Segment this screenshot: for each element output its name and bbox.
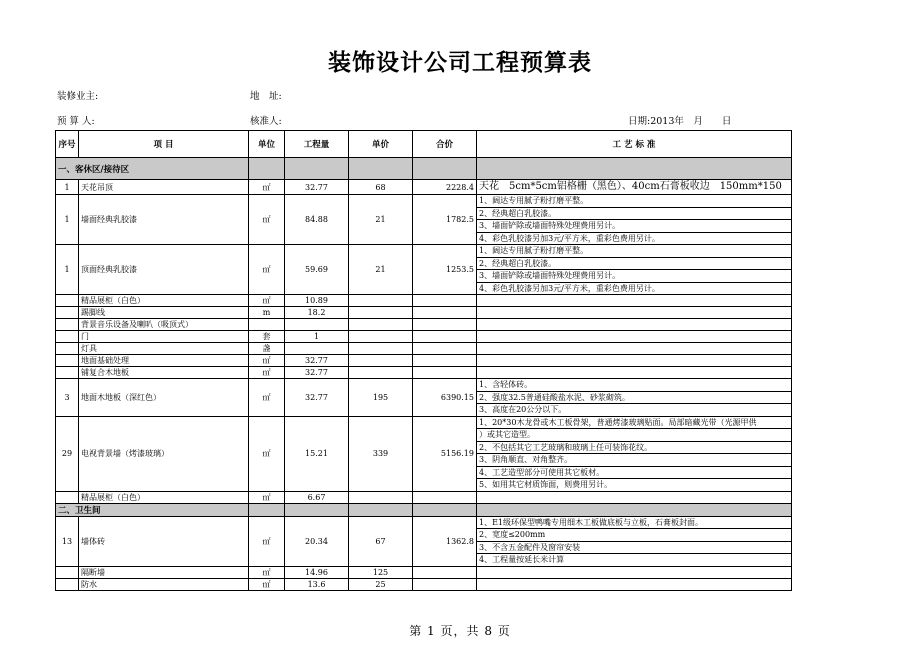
craft-line: 2、经典超白乳胶漆。: [477, 258, 791, 271]
table-row: [56, 355, 792, 367]
row-price: [349, 491, 413, 503]
section-row: [56, 158, 792, 180]
row-craft-standard: [477, 516, 792, 566]
row-item: 电视背景墙（烤漆玻璃）: [79, 416, 249, 491]
row-price: 25: [349, 578, 413, 590]
col-header-item: 项 目: [79, 131, 249, 158]
section-cell: [249, 503, 285, 516]
table-row: [56, 195, 792, 245]
craft-line: 4、彩色乳胶漆另加3元/平方米，重彩色费用另计。: [479, 283, 660, 293]
row-unit: 套: [249, 331, 285, 343]
page-title: 装饰设计公司工程预算表: [328, 50, 592, 76]
row-number: [56, 331, 79, 343]
row-unit: ㎡: [249, 566, 285, 578]
row-price: [349, 343, 413, 355]
craft-line: 2、强度32.5普通硅酸盐水泥、砂浆砌筑。: [477, 392, 791, 405]
section-cell: [285, 158, 349, 180]
craft-line: 天花 5cm*5cm铝格栅（黑色）、40cm石膏板收边 150mm*150: [479, 181, 782, 193]
row-total: 1253.5: [413, 245, 477, 295]
row-qty: 13.6: [285, 578, 349, 590]
row-price: [349, 331, 413, 343]
craft-line: 5、如用其它材质饰面，则费用另计。: [479, 480, 613, 489]
row-unit: ㎡: [249, 516, 285, 566]
col-header-unit: 单位: [249, 131, 285, 158]
craft-line: ）或其它造型。: [477, 429, 791, 442]
col-header-price: 单价: [349, 131, 413, 158]
row-number: [56, 491, 79, 503]
row-total: [413, 355, 477, 367]
craft-line: 1、E1级环保型鸭嘴专用细木工板做底板与立板，石膏板封面。: [477, 517, 791, 530]
row-number: 3: [56, 379, 79, 417]
table-row: [56, 295, 792, 307]
row-unit: ㎡: [249, 355, 285, 367]
row-price: 339: [349, 416, 413, 491]
row-qty: 10.89: [285, 295, 349, 307]
row-craft-standard: [477, 355, 792, 367]
row-qty: 1: [285, 331, 349, 343]
row-item: 防水: [79, 578, 249, 590]
craft-line: 3、高度在20公分以下。: [479, 405, 567, 414]
section-cell: [477, 158, 792, 180]
row-craft-standard: [477, 367, 792, 379]
row-total: [413, 566, 477, 578]
craft-line: 3、不含五金配件及窗帘安装: [477, 542, 791, 555]
row-unit: ㎡: [249, 295, 285, 307]
table-row: [56, 566, 792, 578]
section-cell: [413, 158, 477, 180]
section-cell: [413, 503, 477, 516]
row-total: [413, 331, 477, 343]
row-qty: 32.77: [285, 180, 349, 195]
row-item: 背景音乐设备及喇叭（吸顶式）: [79, 319, 249, 331]
row-price: [349, 295, 413, 307]
row-total: 2228.4: [413, 180, 477, 195]
row-price: [349, 367, 413, 379]
row-item: 踢脚线: [79, 307, 249, 319]
row-item: 顶面经典乳胶漆: [79, 245, 249, 295]
craft-line: 4、工程量按延长米计算: [479, 555, 565, 564]
section-row: [56, 503, 792, 516]
date-label: 日期:2013年 月 日: [628, 116, 732, 127]
section-cell: [349, 503, 413, 516]
craft-line: 2、经典超白乳胶漆。: [477, 208, 791, 221]
row-qty: 18.2: [285, 307, 349, 319]
row-price: [349, 307, 413, 319]
row-item: 地面木地板（深红色）: [79, 379, 249, 417]
table-row: [56, 319, 792, 331]
row-number: [56, 295, 79, 307]
row-item: 墙面经典乳胶漆: [79, 195, 249, 245]
budget-by-label: 预 算 人:: [57, 116, 95, 127]
row-number: 1: [56, 180, 79, 195]
row-total: 6390.15: [413, 379, 477, 417]
row-craft-standard: [477, 295, 792, 307]
row-craft-standard: [477, 566, 792, 578]
row-item: 天花吊顶: [79, 180, 249, 195]
row-unit: ㎡: [249, 195, 285, 245]
col-header-no: 序号: [56, 131, 79, 158]
row-unit: ㎡: [249, 180, 285, 195]
row-unit: m: [249, 307, 285, 319]
row-unit: ㎡: [249, 491, 285, 503]
craft-line: 1、阔达专用腻子粉打磨平整。: [477, 195, 791, 208]
row-craft-standard: [477, 195, 792, 245]
row-number: [56, 367, 79, 379]
row-qty: 32.77: [285, 355, 349, 367]
row-item: 地面基础处理: [79, 355, 249, 367]
table-header-row: [56, 131, 792, 158]
row-qty: 32.77: [285, 367, 349, 379]
budget-table: [55, 130, 792, 591]
row-unit: [249, 319, 285, 331]
row-unit: ㎡: [249, 245, 285, 295]
table-row: [56, 416, 792, 491]
craft-line: 3、阴角顺直、对角整齐。: [477, 454, 791, 467]
row-item: 铺复合木地板: [79, 367, 249, 379]
table-row: [56, 307, 792, 319]
row-number: 1: [56, 245, 79, 295]
row-number: [56, 578, 79, 590]
row-price: [349, 355, 413, 367]
row-total: [413, 367, 477, 379]
row-total: [413, 295, 477, 307]
row-item: 墙体砖: [79, 516, 249, 566]
row-number: [56, 355, 79, 367]
row-craft-standard: [477, 319, 792, 331]
craft-line: 3、墙面铲除或墙面特殊处理费用另计。: [477, 270, 791, 283]
section-cell: [349, 158, 413, 180]
row-price: [349, 319, 413, 331]
row-item: 灯具: [79, 343, 249, 355]
checker-label: 核准人:: [250, 116, 282, 127]
row-unit: ㎡: [249, 379, 285, 417]
craft-line: 4、彩色乳胶漆另加3元/平方米，重彩色费用另计。: [479, 233, 660, 243]
row-number: 29: [56, 416, 79, 491]
table-row: [56, 516, 792, 566]
table-row: [56, 343, 792, 355]
table-row: [56, 245, 792, 295]
row-total: [413, 343, 477, 355]
row-unit: ㎡: [249, 578, 285, 590]
row-craft-standard: [477, 491, 792, 503]
row-craft-standard: [477, 180, 792, 195]
row-total: 1362.8: [413, 516, 477, 566]
row-number: 13: [56, 516, 79, 566]
table-row: [56, 367, 792, 379]
row-qty: 32.77: [285, 379, 349, 417]
row-number: [56, 566, 79, 578]
section-title: 二、卫生间: [56, 503, 249, 516]
row-price: 195: [349, 379, 413, 417]
craft-line: 1、含轻体砖。: [477, 379, 791, 392]
craft-line: 3、墙面铲除或墙面特殊处理费用另计。: [477, 220, 791, 233]
col-header-qty: 工程量: [285, 131, 349, 158]
row-unit: ㎡: [249, 416, 285, 491]
page-footer: 第 1 页，共 8 页: [409, 624, 511, 638]
table-row: [56, 578, 792, 590]
row-total: [413, 307, 477, 319]
row-qty: 59.69: [285, 245, 349, 295]
row-craft-standard: [477, 245, 792, 295]
row-qty: [285, 343, 349, 355]
table-row: [56, 379, 792, 417]
row-total: [413, 319, 477, 331]
section-cell: [249, 158, 285, 180]
col-header-total: 合价: [413, 131, 477, 158]
row-craft-standard: [477, 343, 792, 355]
row-price: 21: [349, 245, 413, 295]
row-qty: 14.96: [285, 566, 349, 578]
table-row: [56, 180, 792, 195]
row-unit: ㎡: [249, 367, 285, 379]
section-cell: [285, 503, 349, 516]
section-cell: [477, 503, 792, 516]
row-item: 门: [79, 331, 249, 343]
row-total: 5156.19: [413, 416, 477, 491]
row-number: [56, 343, 79, 355]
owner-label: 装修业主:: [57, 91, 99, 102]
row-number: [56, 307, 79, 319]
row-number: 1: [56, 195, 79, 245]
row-item: 隔断墙: [79, 566, 249, 578]
row-number: [56, 319, 79, 331]
craft-line: 2、宽度≤200mm: [477, 529, 791, 542]
row-qty: [285, 319, 349, 331]
row-craft-standard: [477, 578, 792, 590]
craft-line: 4、工艺造型部分可使用其它板材。: [477, 467, 791, 480]
section-title: 一、客休区/接待区: [56, 158, 249, 180]
craft-line: 1、20*30木龙骨或木工板骨架，普通烤漆玻璃贴面。局部暗藏光带（光源甲供: [477, 417, 791, 430]
row-total: 1782.5: [413, 195, 477, 245]
row-craft-standard: [477, 331, 792, 343]
row-item: 精品展柜（白色）: [79, 295, 249, 307]
table-row: [56, 491, 792, 503]
row-craft-standard: [477, 416, 792, 491]
row-unit: 盏: [249, 343, 285, 355]
craft-line: 1、阔达专用腻子粉打磨平整。: [477, 245, 791, 258]
address-label: 地 址:: [250, 91, 282, 102]
craft-line: 2、不包括其它工艺玻璃和玻璃上任可装饰花纹。: [477, 442, 791, 455]
row-total: [413, 491, 477, 503]
col-header-craft: 工 艺 标 准: [477, 131, 792, 158]
row-qty: 6.67: [285, 491, 349, 503]
row-qty: 20.34: [285, 516, 349, 566]
row-price: 125: [349, 566, 413, 578]
row-craft-standard: [477, 307, 792, 319]
row-price: 67: [349, 516, 413, 566]
table-row: [56, 331, 792, 343]
row-price: 21: [349, 195, 413, 245]
row-price: 68: [349, 180, 413, 195]
row-qty: 15.21: [285, 416, 349, 491]
row-total: [413, 578, 477, 590]
row-item: 精品展柜（白色）: [79, 491, 249, 503]
row-craft-standard: [477, 379, 792, 417]
table-body: [56, 158, 792, 591]
row-qty: 84.88: [285, 195, 349, 245]
